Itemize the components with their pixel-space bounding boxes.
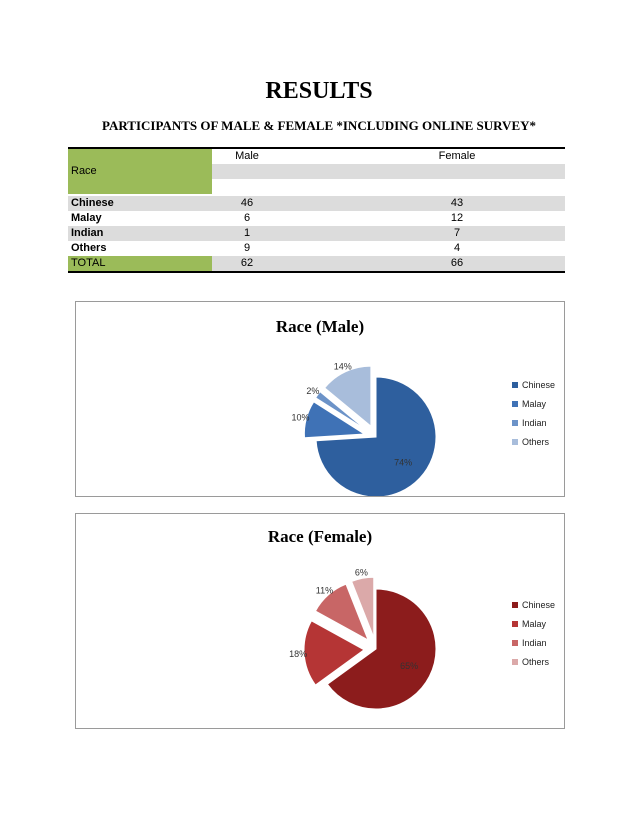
chart-title: Race (Male) xyxy=(275,317,365,336)
page-title: RESULTS xyxy=(265,78,373,104)
legend-swatch xyxy=(512,401,518,407)
chart-title: Race (Female) xyxy=(267,527,373,546)
legend-swatch xyxy=(512,640,518,646)
legend-swatch xyxy=(512,420,518,426)
legend-label: Chinese xyxy=(522,380,556,390)
legend-label: Malay xyxy=(522,399,547,409)
male-pie-svg xyxy=(76,302,564,496)
data-label: 10% xyxy=(291,412,310,423)
table-bottom-rule xyxy=(68,271,565,273)
row-male: 46 xyxy=(240,197,254,209)
legend-swatch xyxy=(512,602,518,608)
row-race: Others xyxy=(71,242,107,254)
male-race-chart xyxy=(75,301,565,497)
total-label: TOTAL xyxy=(68,256,212,271)
data-label: 11% xyxy=(315,585,334,596)
race-label-cell: Race xyxy=(68,164,212,179)
data-label: 14% xyxy=(333,361,352,372)
row-female: 4 xyxy=(453,242,461,254)
data-label: 74% xyxy=(394,457,413,468)
table-header-row xyxy=(68,149,565,164)
data-label: 2% xyxy=(306,386,320,397)
race-band xyxy=(212,164,565,179)
legend-label: Others xyxy=(522,437,550,447)
row-male: 1 xyxy=(243,227,251,239)
legend-swatch xyxy=(512,621,518,627)
header-female: Female xyxy=(438,150,476,162)
row-female: 43 xyxy=(450,197,464,209)
table-row xyxy=(68,226,565,241)
table-spacer-row xyxy=(68,179,565,194)
row-male: 9 xyxy=(243,242,251,254)
row-male: 6 xyxy=(243,212,251,224)
table-row xyxy=(68,241,565,256)
legend-label: Indian xyxy=(522,418,547,428)
row-race: Chinese xyxy=(68,196,212,211)
legend-swatch xyxy=(512,382,518,388)
legend-label: Malay xyxy=(522,619,547,629)
female-pie-svg xyxy=(76,514,564,728)
legend-label: Others xyxy=(522,657,550,667)
table-total-row xyxy=(68,256,565,271)
row-female: 7 xyxy=(453,227,461,239)
total-female: 66 xyxy=(450,257,464,269)
data-label: 6% xyxy=(354,567,368,578)
data-label: 18% xyxy=(289,648,308,659)
row-race: Indian xyxy=(68,226,212,241)
legend-label: Indian xyxy=(522,638,547,648)
legend-swatch xyxy=(512,659,518,665)
spacer-cell xyxy=(68,179,212,194)
female-race-chart xyxy=(75,513,565,729)
data-label: 65% xyxy=(400,660,419,671)
legend-swatch xyxy=(512,439,518,445)
total-male: 62 xyxy=(240,257,254,269)
table-row xyxy=(68,211,565,226)
row-race: Malay xyxy=(71,212,102,224)
header-race-cell xyxy=(68,149,212,164)
header-male: Male xyxy=(235,150,259,162)
table-race-row xyxy=(68,164,565,179)
page-subtitle: PARTICIPANTS OF MALE & FEMALE *INCLUDING ONLINE SURVEY* xyxy=(101,118,536,133)
row-female: 12 xyxy=(450,212,464,224)
table-row xyxy=(68,196,565,211)
legend-label: Chinese xyxy=(522,600,556,610)
